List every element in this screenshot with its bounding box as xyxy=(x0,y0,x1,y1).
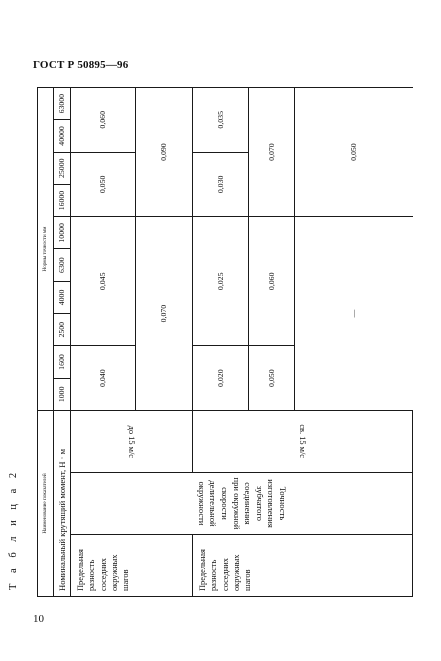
table-cell: 0,025 xyxy=(193,217,249,346)
group-label: Точность изготовления зубчатого соединения при окружной скорости делительной окружности xyxy=(71,473,413,535)
torque-value: 16000 xyxy=(54,184,71,216)
table-cell: 0,020 xyxy=(193,346,249,411)
norms-table xyxy=(37,87,413,597)
table-cell: 0,035 xyxy=(193,88,249,153)
row-label: Предельная разность соседних окружных шагов xyxy=(71,535,193,597)
speed-high: св. 15 м/с xyxy=(193,410,413,472)
torque-value: 10000 xyxy=(54,217,71,249)
torque-value: 1600 xyxy=(54,346,71,378)
torque-value: 1000 xyxy=(54,378,71,410)
table-cell: 0,040 xyxy=(71,346,136,411)
norms-header: Нормы точности мм xyxy=(38,88,54,411)
group-header: Наименование показателей xyxy=(38,410,54,596)
rotated-table xyxy=(37,87,412,597)
table-cell: 0,050 xyxy=(249,346,295,411)
torque-value: 2500 xyxy=(54,314,71,346)
document-header: ГОСТ Р 50895—96 xyxy=(33,59,129,71)
torque-label: Номинальный крутящий момент, Н · м xyxy=(54,410,71,596)
table-cell: 0,070 xyxy=(136,217,193,411)
table-cell: 0,030 xyxy=(193,152,249,217)
speed-low: до 15 м/с xyxy=(71,410,193,472)
table-cell: 0,070 xyxy=(249,88,295,217)
table-cell: 0,050 xyxy=(295,88,413,217)
table-cell: 0,060 xyxy=(71,88,136,153)
torque-value: 6300 xyxy=(54,249,71,281)
table-caption: Т а б л и ц а 2 xyxy=(8,468,19,590)
table-cell: 0,060 xyxy=(249,217,295,346)
page-number: 10 xyxy=(33,613,44,625)
torque-value: 4000 xyxy=(54,281,71,313)
row-label: Предельная разность соседних окружных шагов xyxy=(193,535,413,597)
table-cell: 0,050 xyxy=(71,152,136,217)
torque-value: 40000 xyxy=(54,120,71,152)
table-cell: 0,090 xyxy=(136,88,193,217)
table-cell: — xyxy=(295,217,413,411)
torque-value: 63000 xyxy=(54,88,71,120)
torque-value: 25000 xyxy=(54,152,71,184)
table-cell: 0,045 xyxy=(71,217,136,346)
